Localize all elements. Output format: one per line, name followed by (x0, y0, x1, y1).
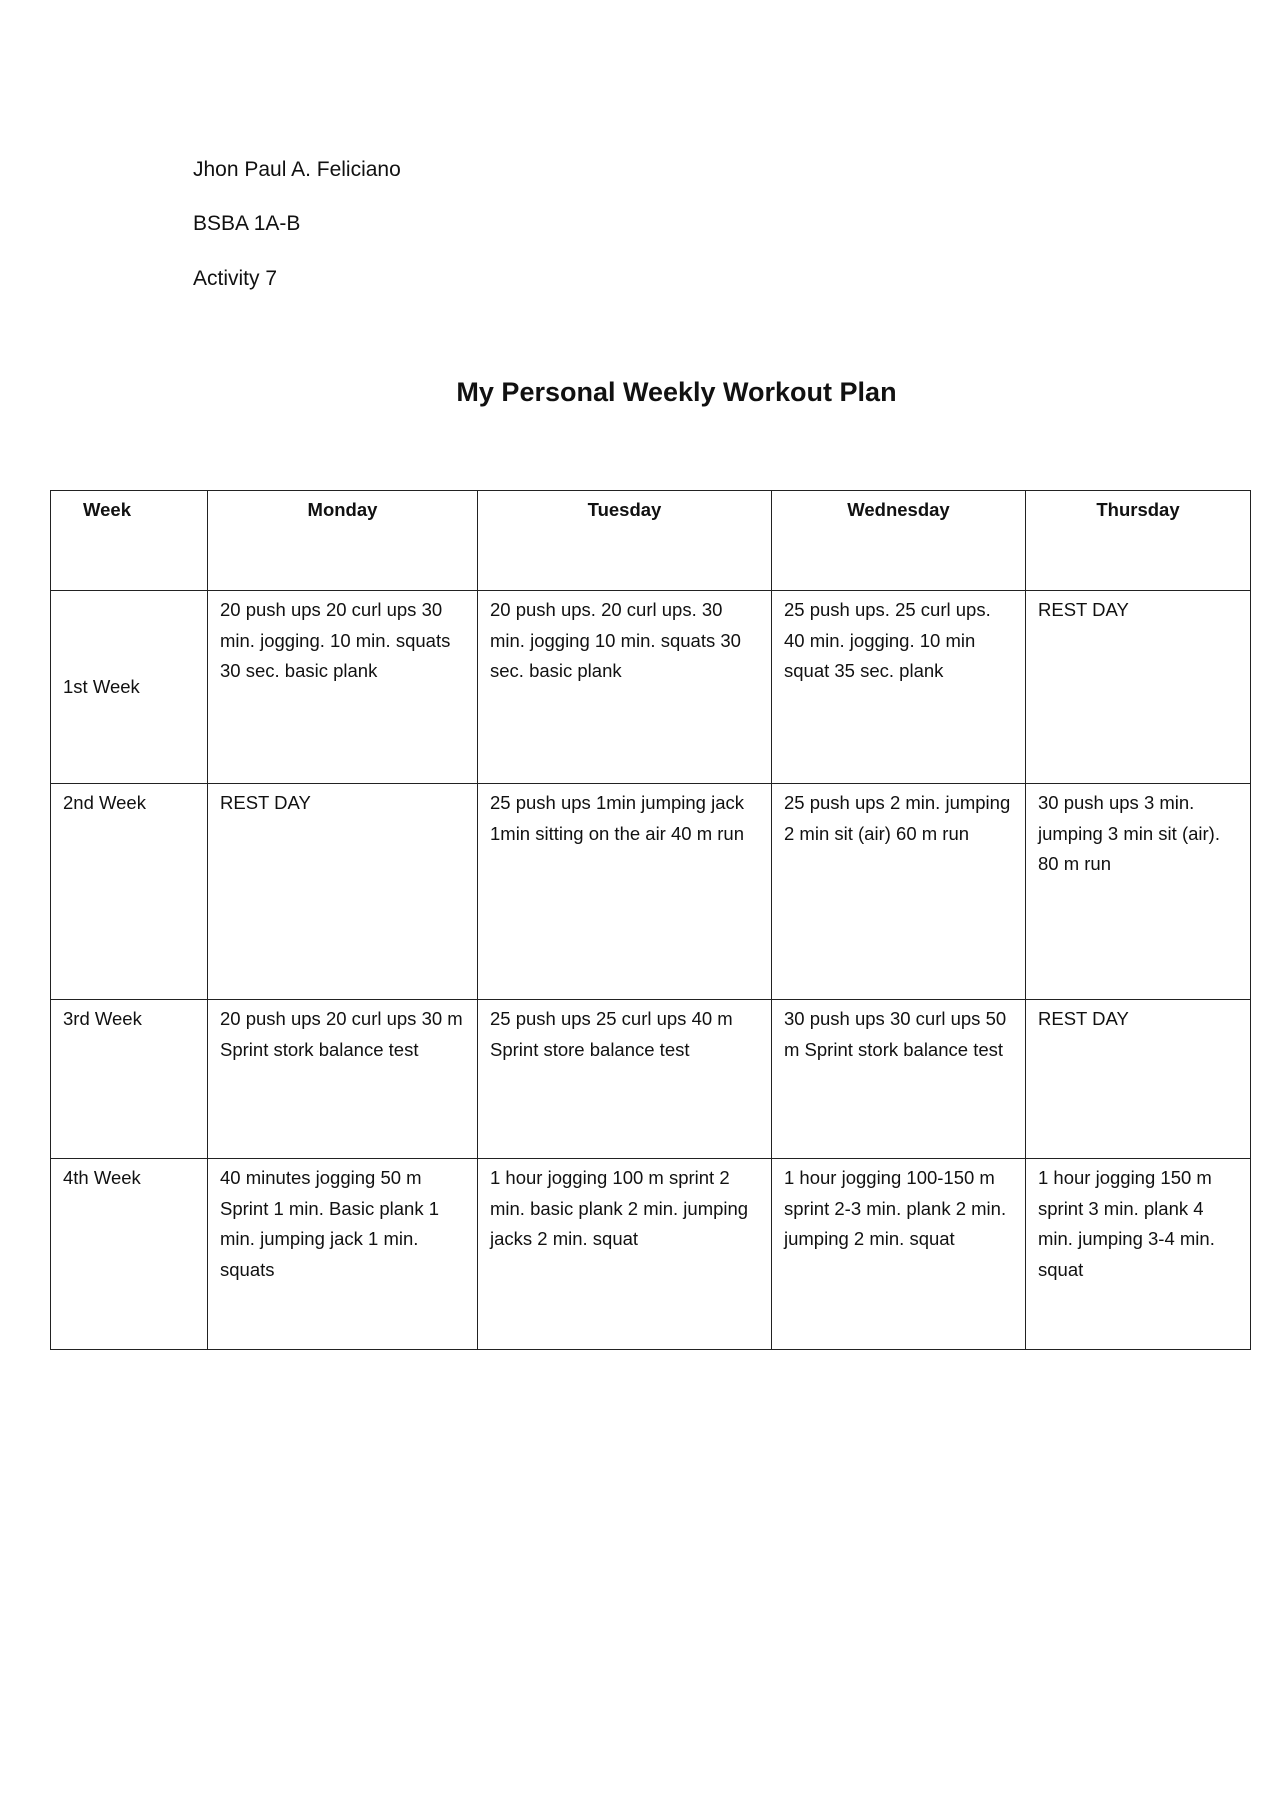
table-cell: 20 push ups 20 curl ups 30 m Sprint stork balance test (208, 1000, 478, 1159)
table-cell: REST DAY (1026, 591, 1251, 784)
week-label: 4th Week (51, 1159, 208, 1350)
table-row (51, 1000, 1251, 1159)
table-cell: 25 push ups 2 min. jumping 2 min sit (air) 60 m run (772, 784, 1026, 1000)
table-cell: 25 push ups 25 curl ups 40 m Sprint store balance test (478, 1000, 772, 1159)
workout-plan-table (50, 490, 1251, 1350)
table-row (51, 1159, 1251, 1350)
page-title: My Personal Weekly Workout Plan (456, 377, 897, 407)
column-header-week: Week (51, 491, 208, 591)
column-header-thursday: Thursday (1026, 491, 1251, 591)
table-cell: 25 push ups 1min jumping jack 1min sitting on the air 40 m run (478, 784, 772, 1000)
column-header-tuesday: Tuesday (478, 491, 772, 591)
course-section: BSBA 1A-B (193, 212, 301, 235)
table-header-row (51, 491, 1251, 591)
week-label: 1st Week (51, 591, 208, 784)
table-cell: REST DAY (1026, 1000, 1251, 1159)
table-cell: 20 push ups 20 curl ups 30 min. jogging. 10 min. squats 30 sec. basic plank (208, 591, 478, 784)
table-cell: 25 push ups. 25 curl ups. 40 min. jogging. 10 min squat 35 sec. plank (772, 591, 1026, 784)
activity-label: Activity 7 (193, 267, 278, 290)
table-cell: 30 push ups 3 min. jumping 3 min sit (air). 80 m run (1026, 784, 1251, 1000)
author-name: Jhon Paul A. Feliciano (193, 158, 401, 181)
column-header-monday: Monday (208, 491, 478, 591)
week-label: 3rd Week (51, 1000, 208, 1159)
table-cell: 1 hour jogging 100 m sprint 2 min. basic plank 2 min. jumping jacks 2 min. squat (478, 1159, 772, 1350)
table-cell: 30 push ups 30 curl ups 50 m Sprint stork balance test (772, 1000, 1026, 1159)
table-cell: 1 hour jogging 150 m sprint 3 min. plank 4 min. jumping 3-4 min. squat (1026, 1159, 1251, 1350)
table-cell: REST DAY (208, 784, 478, 1000)
week-label: 2nd Week (51, 784, 208, 1000)
table-cell: 40 minutes jogging 50 m Sprint 1 min. Basic plank 1 min. jumping jack 1 min. squats (208, 1159, 478, 1350)
column-header-wednesday: Wednesday (772, 491, 1026, 591)
table-cell: 1 hour jogging 100-150 m sprint 2-3 min. plank 2 min. jumping 2 min. squat (772, 1159, 1026, 1350)
table-cell: 20 push ups. 20 curl ups. 30 min. jogging 10 min. squats 30 sec. basic plank (478, 591, 772, 784)
table-row (51, 591, 1251, 784)
table-row (51, 784, 1251, 1000)
